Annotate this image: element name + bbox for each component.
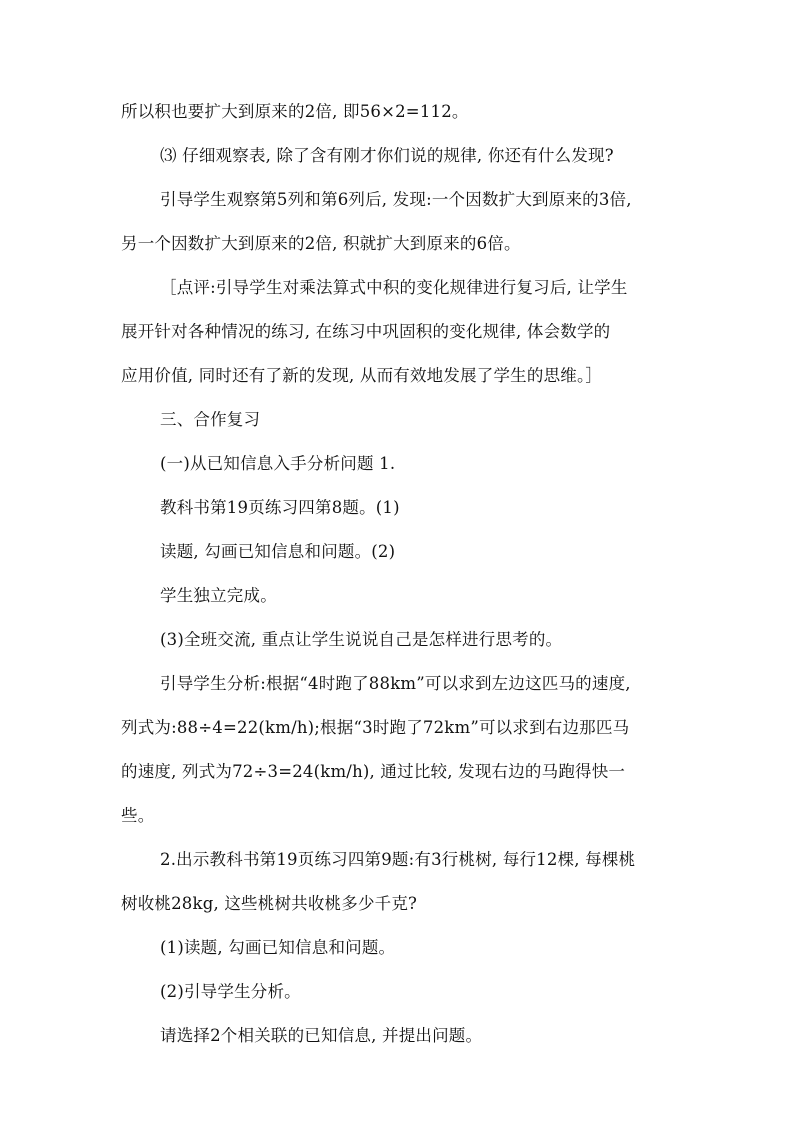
paragraph-line: 的速度, 列式为72÷3=24(km/h), 通过比较, 发现右边的马跑得快一 <box>121 762 626 781</box>
paragraph-line: 教科书第19页练习四第8题。(1) <box>160 498 400 517</box>
paragraph-line: ⑶ 仔细观察表, 除了含有刚才你们说的规律, 你还有什么发现? <box>160 146 614 165</box>
paragraph-line: 学生独立完成。 <box>160 586 277 605</box>
paragraph-line: (1)读题, 勾画已知信息和问题。 <box>160 938 396 957</box>
paragraph-line: 所以积也要扩大到原来的2倍, 即56×2=112。 <box>121 102 469 121</box>
section-heading: 三、合作复习 <box>160 410 261 429</box>
paragraph-line: 另一个因数扩大到原来的2倍, 积就扩大到原来的6倍。 <box>121 234 521 253</box>
paragraph-line: 树收桃28kg, 这些桃树共收桃多少千克? <box>121 894 418 913</box>
subsection-heading: (一)从已知信息入手分析问题 1. <box>160 454 396 473</box>
paragraph-line: 引导学生分析:根据“4时跑了88km”可以求到左边这匹马的速度, <box>160 674 631 693</box>
paragraph-line: 2.出示教科书第19页练习四第9题:有3行桃树, 每行12棵, 每棵桃 <box>160 850 636 869</box>
paragraph-line: (2)引导学生分析。 <box>160 982 301 1001</box>
paragraph-line: 些。 <box>121 806 155 825</box>
paragraph-line: (3)全班交流, 重点让学生说说自己是怎样进行思考的。 <box>160 630 563 649</box>
paragraph-line: 列式为:88÷4=22(km/h);根据“3时跑了72km”可以求到右边那匹马 <box>121 718 630 737</box>
paragraph-line: 请选择2个相关联的已知信息, 并提出问题。 <box>160 1026 483 1045</box>
comment-line: ［点评:引导学生对乘法算式中积的变化规律进行复习后, 让学生 <box>160 278 628 297</box>
comment-line: 展开针对各种情况的练习, 在练习中巩固积的变化规律, 体会数学的 <box>121 322 611 341</box>
paragraph-line: 读题, 勾画已知信息和问题。(2) <box>160 542 396 561</box>
comment-line: 应用价值, 同时还有了新的发现, 从而有效地发展了学生的思维。］ <box>121 366 603 385</box>
paragraph-line: 引导学生观察第5列和第6列后, 发现:一个因数扩大到原来的3倍, <box>160 190 632 209</box>
